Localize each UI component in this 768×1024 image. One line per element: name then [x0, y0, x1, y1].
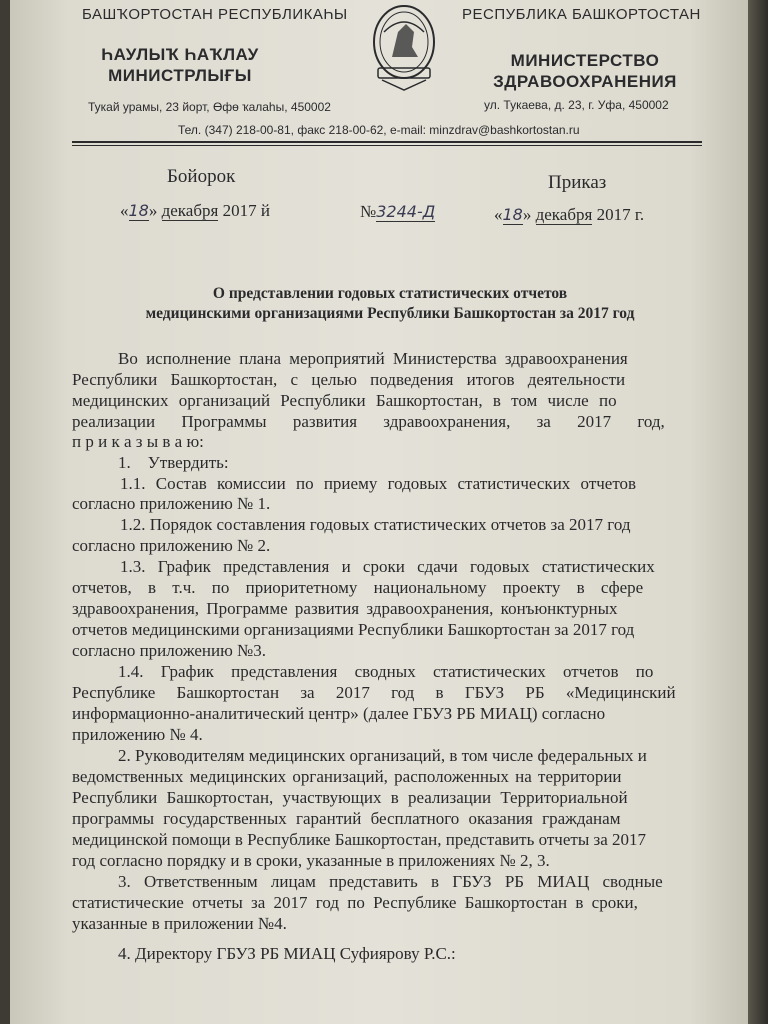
document-page	[10, 0, 748, 1024]
body-line: Республике Башкортостан за 2017 год в ГБУЗ РБ «Медицинский	[72, 683, 676, 702]
date-russian-year: 2017 г.	[596, 205, 645, 224]
header-ministry-russian-line1: МИНИСТЕРСТВО	[510, 51, 660, 70]
date-bashkir-month: декабря	[161, 201, 219, 220]
header-ministry-bashkir	[70, 44, 290, 86]
body-line: 4. Директору ГБУЗ РБ МИАЦ Суфиярову Р.С.:	[118, 944, 456, 963]
doc-number	[360, 202, 435, 222]
body-line: указанные в приложении №4.	[72, 914, 287, 933]
body-line: медицинских организаций Республики Башкортостан, в том числе по	[72, 391, 617, 410]
body-line: согласно приложению № 2.	[72, 536, 271, 555]
body-line: ведомственных медицинских организаций, расположенных на территории	[72, 767, 622, 786]
bashkortostan-coat-of-arms-icon	[362, 2, 446, 94]
document-title-line1: О представлении годовых статистических отчетов	[212, 285, 568, 302]
body-line: 3. Ответственным лицам представить в ГБУЗ РБ МИАЦ сводные	[118, 872, 663, 891]
body-line: отчетов, в т.ч. по приоритетному национальному проекту в сфере	[72, 578, 644, 597]
body-line: 1.4. График представления сводных статистических отчетов по	[118, 662, 654, 681]
body-line: информационно-аналитический центр» (далее ГБУЗ РБ МИАЦ) согласно	[72, 704, 606, 723]
date-russian-day: 18	[502, 205, 523, 224]
header-republic-russian: РЕСПУБЛИКА БАШКОРТОСТАН	[462, 6, 701, 23]
date-bashkir-open: «	[120, 201, 129, 220]
body-line: Республики Башкортостан, с целью подведения итогов деятельности	[72, 370, 626, 389]
document-title	[90, 284, 690, 324]
body-line: п р и к а з ы в а ю:	[72, 432, 204, 451]
background-shadow	[748, 0, 768, 1024]
date-bashkir	[120, 201, 270, 221]
doc-number-prefix: №	[360, 202, 377, 221]
body-line: 1.3. График представления и сроки сдачи годовых статистических	[120, 557, 655, 576]
body-line: здравоохранения, Программе развития здравоохранения, конъюнктурных	[72, 599, 618, 618]
date-russian	[494, 205, 644, 225]
body-line: приложению № 4.	[72, 725, 203, 744]
body-line: год согласно порядку и в сроки, указанные в приложениях № 2, 3.	[72, 851, 550, 870]
body-line: реализации Программы развития здравоохранения, за 2017 год,	[72, 412, 665, 431]
date-bashkir-close: »	[148, 201, 158, 220]
document-title-line2: медицинскими организациями Республики Башкортостан за 2017 год	[145, 305, 635, 322]
body-line: 1.2. Порядок составления годовых статистических отчетов за 2017 год	[120, 515, 631, 534]
header-ministry-russian	[480, 50, 690, 92]
header-ministry-bashkir-line2: МИНИСТРЛЫҒЫ	[108, 66, 252, 85]
header-address-russian: ул. Тукаева, д. 23, г. Уфа, 450002	[484, 98, 669, 112]
body-line: статистические отчеты за 2017 год по Республике Башкортостан в сроки,	[72, 893, 638, 912]
date-bashkir-day: 18	[128, 201, 149, 220]
body-line: согласно приложению №3.	[72, 641, 267, 660]
body-line: Во исполнение плана мероприятий Министерства здравоохранения	[118, 349, 628, 368]
header-contacts: Тел. (347) 218-00-81, факс 218-00-62, e-mail: minzdrav@bashkortostan.ru	[178, 123, 580, 137]
header-address-bashkir: Тукай урамы, 23 йорт, Өфө ҡалаһы, 450002	[88, 100, 331, 114]
body-line: 2. Руководителям медицинских организаций, в том числе федеральных и	[118, 746, 647, 765]
doc-type-bashkir: Бойорок	[167, 166, 236, 187]
date-russian-month: декабря	[535, 205, 593, 224]
body-line: медицинской помощи в Республике Башкортостан, представить отчеты за 2017	[72, 830, 646, 849]
body-line: отчетов медицинскими организациями Республики Башкортостан за 2017 год	[72, 620, 635, 639]
date-russian-open: «	[494, 205, 503, 224]
header-divider-thin	[72, 145, 702, 146]
body-line: 1. Утвердить:	[118, 453, 229, 472]
body-line: Республики Башкортостан, участвующих в реализации Территориальной	[72, 788, 628, 807]
date-russian-close: »	[522, 205, 532, 224]
header-ministry-russian-line2: ЗДРАВООХРАНЕНИЯ	[493, 72, 677, 91]
body-line: согласно приложению № 1.	[72, 494, 271, 513]
body-line: программы государственных гарантий бесплатного оказания гражданам	[72, 809, 621, 828]
doc-number-value: 3244-Д	[376, 202, 436, 221]
header-ministry-bashkir-line1: ҺАУЛЫҠ ҺАҠЛАУ	[101, 45, 259, 64]
doc-type-russian: Приказ	[548, 172, 607, 193]
header-republic-bashkir: БАШҠОРТОСТАН РЕСПУБЛИКАҺЫ	[82, 6, 348, 23]
date-bashkir-year: 2017 й	[222, 201, 270, 220]
header-divider-thick	[72, 141, 702, 143]
body-line: 1.1. Состав комиссии по приему годовых статистических отчетов	[120, 474, 637, 493]
